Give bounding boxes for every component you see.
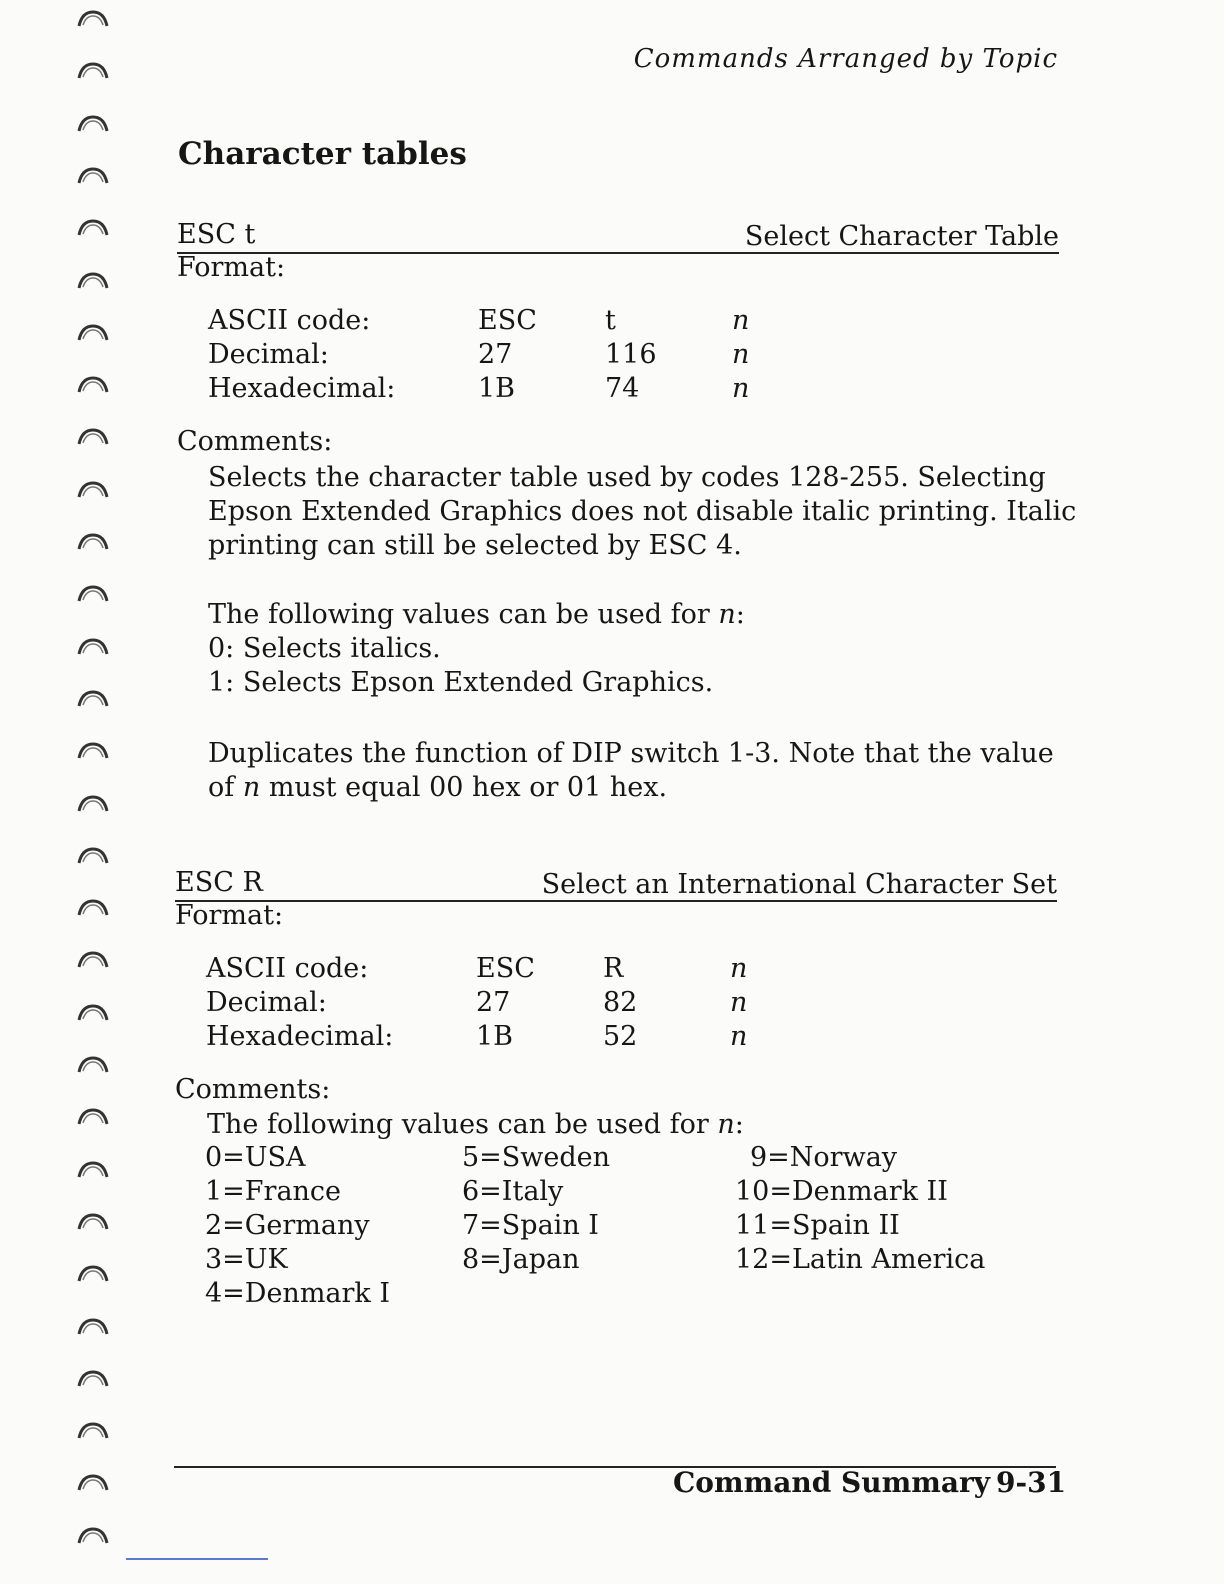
format-row-label: Hexadecimal: [206, 1021, 394, 1052]
binding-loop-icon [76, 1525, 110, 1547]
command-header-esc-r [175, 866, 1057, 902]
binding-loop-icon [76, 1159, 110, 1181]
country-entry: 8=Japan [462, 1244, 580, 1275]
binding-loop-icon [76, 1106, 110, 1128]
format-row-label: ASCII code: [206, 953, 369, 984]
country-entry: 3=UK [205, 1244, 288, 1275]
binding-loop-icon [76, 1002, 110, 1024]
command-code: ESC R [175, 867, 263, 898]
country-entry: 12=Latin America [735, 1244, 986, 1275]
values-list [208, 598, 745, 700]
binding-loop-icon [76, 217, 110, 239]
note-line: of n must equal 00 hex or 01 hex. [208, 772, 668, 803]
country-entry: 5=Sweden [462, 1142, 611, 1173]
spiral-binding [70, 0, 120, 1584]
binding-loop-icon [76, 1420, 110, 1442]
format-row-label: Hexadecimal: [208, 373, 396, 404]
country-entry: 9=Norway [750, 1142, 898, 1173]
binding-loop-icon [76, 688, 110, 710]
binding-loop-icon [76, 583, 110, 605]
binding-loop-icon [76, 1211, 110, 1233]
note-text [208, 737, 1054, 805]
binding-loop-icon [76, 949, 110, 971]
note-line: Duplicates the function of DIP switch 1-3. Note that the value [208, 738, 1054, 769]
country-entry: 0=USA [205, 1142, 306, 1173]
command-code: ESC t [177, 219, 256, 250]
format-row-label: ASCII code: [208, 305, 371, 336]
binding-loop-icon [76, 897, 110, 919]
binding-loop-icon [76, 322, 110, 344]
comment-line: Epson Extended Graphics does not disable italic printing. Italic [208, 496, 1077, 527]
comment-line: Selects the character table used by codes 128-255. Selecting [208, 462, 1046, 493]
format-row: Hexadecimal: 1B 52 n [206, 1021, 748, 1052]
comment-text [208, 461, 1076, 563]
format-label: Format: [177, 252, 286, 283]
binding-loop-icon [76, 845, 110, 867]
scan-artifact-line [126, 1558, 268, 1560]
values-intro: The following values can be used for n: [208, 599, 745, 630]
comment-line: printing can still be selected by ESC 4. [208, 530, 742, 561]
binding-loop-icon [76, 1054, 110, 1076]
command-description: Select an International Character Set [541, 869, 1057, 900]
country-entry: 7=Spain I [462, 1210, 599, 1241]
binding-loop-icon [76, 793, 110, 815]
page-number: 9-31 [996, 1466, 1067, 1499]
binding-loop-icon [76, 1368, 110, 1390]
comments-label: Comments: [175, 1074, 331, 1105]
format-row: Decimal: 27 116 n [208, 339, 750, 370]
format-row: ASCII code: ESC t n [208, 305, 750, 336]
command-description: Select Character Table [744, 221, 1059, 252]
binding-loop-icon [76, 636, 110, 658]
format-row: Hexadecimal: 1B 74 n [208, 373, 750, 404]
comments-label: Comments: [177, 426, 333, 457]
country-entry: 4=Denmark I [205, 1278, 391, 1309]
country-entry: 6=Italy [462, 1176, 564, 1207]
binding-loop-icon [76, 531, 110, 553]
format-label: Format: [175, 900, 284, 931]
binding-loop-icon [76, 1263, 110, 1285]
binding-loop-icon [76, 1316, 110, 1338]
binding-loop-icon [76, 60, 110, 82]
country-entry: 11=Spain II [735, 1210, 900, 1241]
format-row-label: Decimal: [206, 987, 327, 1018]
value-line: 1: Selects Epson Extended Graphics. [208, 667, 714, 698]
binding-loop-icon [76, 113, 110, 135]
values-intro: The following values can be used for n: [207, 1109, 744, 1140]
format-row: ASCII code: ESC R n [206, 953, 748, 984]
running-head: Commands Arranged by Topic [633, 44, 1058, 74]
binding-loop-icon [76, 740, 110, 762]
binding-loop-icon [76, 374, 110, 396]
binding-loop-icon [76, 1472, 110, 1494]
footer-title: Command Summary [673, 1466, 991, 1499]
value-line: 0: Selects italics. [208, 633, 441, 664]
binding-loop-icon [76, 426, 110, 448]
binding-loop-icon [76, 165, 110, 187]
section-title: Character tables [178, 136, 467, 172]
country-entry: 1=France [205, 1176, 342, 1207]
country-entry: 10=Denmark II [735, 1176, 948, 1207]
binding-loop-icon [76, 270, 110, 292]
binding-loop-icon [76, 8, 110, 30]
format-row: Decimal: 27 82 n [206, 987, 748, 1018]
format-row-label: Decimal: [208, 339, 329, 370]
binding-loop-icon [76, 479, 110, 501]
country-entry: 2=Germany [205, 1210, 370, 1241]
command-header-esc-t [177, 218, 1059, 254]
